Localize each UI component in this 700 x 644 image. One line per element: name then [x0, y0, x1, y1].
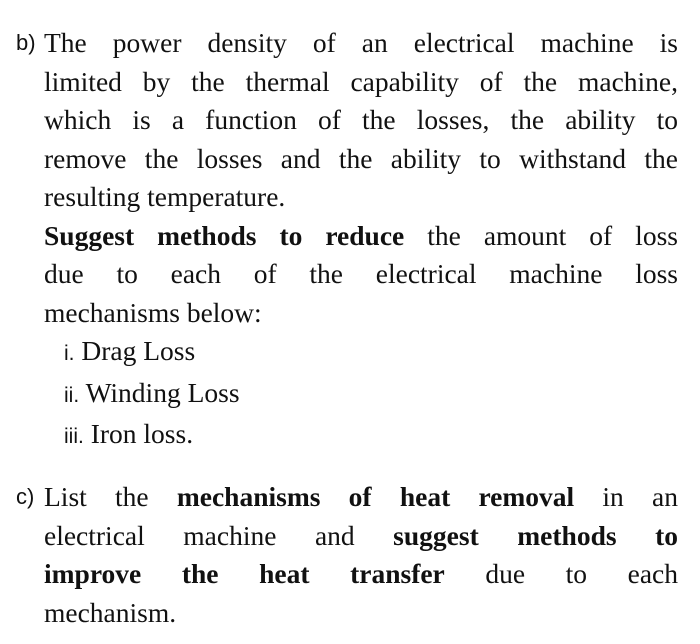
text-line — [44, 217, 678, 256]
text-line: The power density of an electrical machine is — [44, 27, 678, 58]
loss-mechanism-list — [44, 332, 678, 457]
emphasis: mechanisms of heat removal — [176, 481, 575, 512]
text-span: due to each — [444, 558, 678, 589]
text-line: mechanism. — [44, 596, 177, 628]
emphasis: Suggest methods to reduce — [44, 219, 405, 251]
emphasis: suggest methods to — [393, 519, 678, 551]
text-span: electrical machine and — [44, 519, 394, 551]
list-item-number: iii. — [64, 425, 84, 448]
list-item-text: Winding Loss — [85, 376, 240, 408]
list-item — [44, 415, 678, 457]
text-line: resulting temperature. — [44, 181, 286, 212]
question-c — [16, 478, 678, 632]
text-line: which is a function of the losses, the ability to — [44, 104, 678, 135]
text-line: mechanisms below: — [44, 296, 262, 328]
list-item-text: Drag Loss — [81, 335, 196, 366]
question-b-intro — [44, 24, 678, 217]
question-c-label: c) — [16, 484, 35, 509]
text-line: remove the losses and the ability to withstand the — [44, 142, 678, 174]
list-item-number: ii. — [64, 383, 80, 407]
list-item — [44, 374, 678, 416]
list-item-number: i. — [64, 342, 75, 365]
question-b-task — [44, 217, 678, 333]
question-b-label: b) — [16, 30, 36, 55]
text-span: List the — [44, 481, 177, 512]
text-span: in an — [574, 481, 678, 512]
text-line: due to each of the electrical machine loss — [44, 258, 678, 289]
text-line — [44, 517, 678, 556]
text-line — [44, 478, 678, 517]
question-b — [16, 24, 678, 457]
list-item-text: Iron loss. — [90, 418, 194, 449]
emphasis: improve the heat transfer — [44, 558, 445, 589]
text-line — [44, 555, 678, 594]
text-line: limited by the thermal capability of the machine, — [44, 65, 678, 97]
list-item — [44, 332, 678, 374]
text-span: the amount of loss — [404, 219, 678, 251]
